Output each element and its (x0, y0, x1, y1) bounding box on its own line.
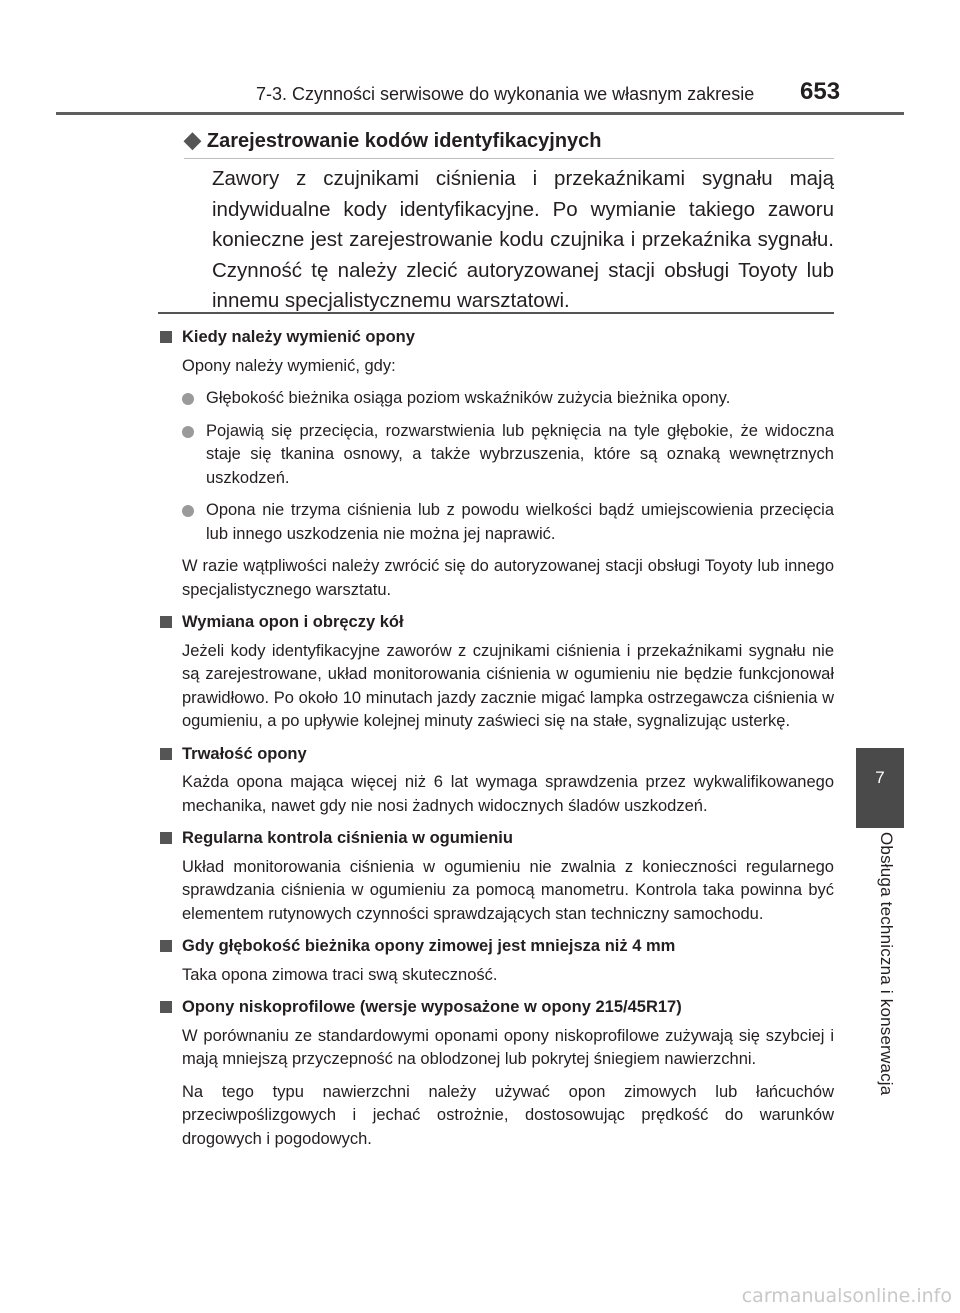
chapter-tab (856, 748, 904, 828)
header-rule (56, 112, 904, 115)
section-title: Zarejestrowanie kodów identyfikacyjnych (206, 130, 602, 152)
bullet-item (158, 420, 834, 491)
note-paragraph: Układ monitorowania ciśnienia w ogumieniu nie zwalnia z konieczności regularnego sprawdzania ciśnienia w ogumieniu za pomocą manometru. Kontrola taka powinna być elementem rutynowych czynności sprawdzających stan techniczny samochodu. (182, 857, 834, 923)
bullet-text: Głębokość bieżnika osiąga poziom wskaźników zużycia bieżnika opony. (206, 389, 731, 407)
note-block (158, 743, 834, 819)
bullet-text: Opona nie trzyma ciśnienia lub z powodu wielkości bądź umiejscowienia przecięcia lub innego uszkodzenia nie można jej naprawić. (206, 501, 834, 543)
note-block (158, 996, 834, 1151)
note-title (158, 827, 834, 851)
circle-bullet-icon (182, 505, 194, 517)
note-paragraph: Opony należy wymienić, gdy: (182, 356, 396, 375)
note-title-text: Opony niskoprofilowe (wersje wyposażone w opony 215/45R17) (182, 998, 682, 1016)
square-bullet-icon (160, 616, 172, 628)
note-title (158, 996, 834, 1020)
note-paragraph: Każda opona mająca więcej niż 6 lat wymaga sprawdzenia przez wykwalifikowanego mechanika, nawet gdy nie nosi żadnych widocznych śladów uszkodzeń. (182, 773, 834, 815)
note-paragraph: Jeżeli kody identyfikacyjne zaworów z czujnikami ciśnienia i przekaźnikami sygnału nie są zarejestrowane, układ monitorowania ciśnienia w ogumieniu nie będzie funkcjonował prawidłowo. Po około 10 minutach jazdy zacznie migać lampka ostrzegawcza ciśnienia w ogumieniu, a po upływie kolejnej minuty zaświeci się na stałe, sygnalizując usterkę. (182, 641, 834, 730)
section-heading (184, 127, 834, 153)
note-title (158, 326, 834, 350)
note-title-text: Trwałość opony (182, 744, 307, 763)
note-title-text: Kiedy należy wymienić opony (182, 328, 415, 346)
note-title-text: Gdy głębokość bieżnika opony zimowej jest mniejsza niż 4 mm (182, 937, 676, 955)
note-block (158, 611, 834, 734)
note-paragraph: Taka opona zimowa traci swą skuteczność. (182, 965, 498, 984)
square-bullet-icon (160, 748, 172, 760)
note-title-text: Regularna kontrola ciśnienia w ogumieniu (182, 829, 513, 847)
note-block (158, 935, 834, 987)
diamond-icon: ◆ (184, 127, 201, 152)
note-title-text: Wymiana opon i obręczy kół (182, 613, 404, 631)
square-bullet-icon (160, 331, 172, 343)
bullet-item (158, 387, 834, 411)
note-title (158, 611, 834, 635)
chapter-number: 7 (875, 768, 885, 787)
note-block (158, 326, 834, 602)
square-bullet-icon (160, 940, 172, 952)
bullet-text: Pojawią się przecięcia, rozwarstwienia lub pęknięcia na tyle głębokie, że widoczna staje się tkanina osnowy, a także wybrzuszenia, które są oznaką wewnętrznych uszkodzeń. (206, 421, 834, 487)
watermark: carmanualsonline.info (741, 1285, 952, 1307)
section-divider (158, 312, 834, 314)
note-block (158, 827, 834, 926)
notes-content (158, 326, 834, 1160)
circle-bullet-icon (182, 393, 194, 405)
chapter-label: Obsługa techniczna i konserwacja (877, 832, 896, 1096)
note-paragraph: Na tego typu nawierzchni należy używać opon zimowych lub łańcuchów przeciwpoślizgowych i jechać ostrożnie, dostosowując prędkość do warunków drogowych i pogodowych. (182, 1082, 834, 1148)
page-number: 653 (800, 78, 841, 105)
square-bullet-icon (160, 832, 172, 844)
note-title (158, 743, 834, 767)
section-body: Zawory z czujnikami ciśnienia i przekaźnikami sygnału mają indywidualne kody identyfikacyjne. Po wymianie takiego zaworu konieczne jest zarejestrowanie kodu czujnika i przekaźnika sygnału. Czynność tę należy zlecić autoryzowanej stacji obsługi Toyoty lub innemu specjalistycznemu warsztatowi. (212, 167, 834, 312)
circle-bullet-icon (182, 426, 194, 438)
section-heading-rule (184, 158, 834, 159)
note-paragraph: W razie wątpliwości należy zwrócić się do autoryzowanej stacji obsługi Toyoty lub innego specjalistycznego warsztatu. (182, 557, 834, 599)
running-header: 7-3. Czynności serwisowe do wykonania we własnym zakresie (256, 84, 755, 104)
bullet-item (158, 499, 834, 546)
note-title (158, 935, 834, 959)
note-paragraph: W porównaniu ze standardowymi oponami opony niskoprofilowe zużywają się szybciej i mają mniejszą przyczepność na oblodzonej lub pokrytej śniegiem nawierzchni. (182, 1026, 834, 1068)
square-bullet-icon (160, 1001, 172, 1013)
